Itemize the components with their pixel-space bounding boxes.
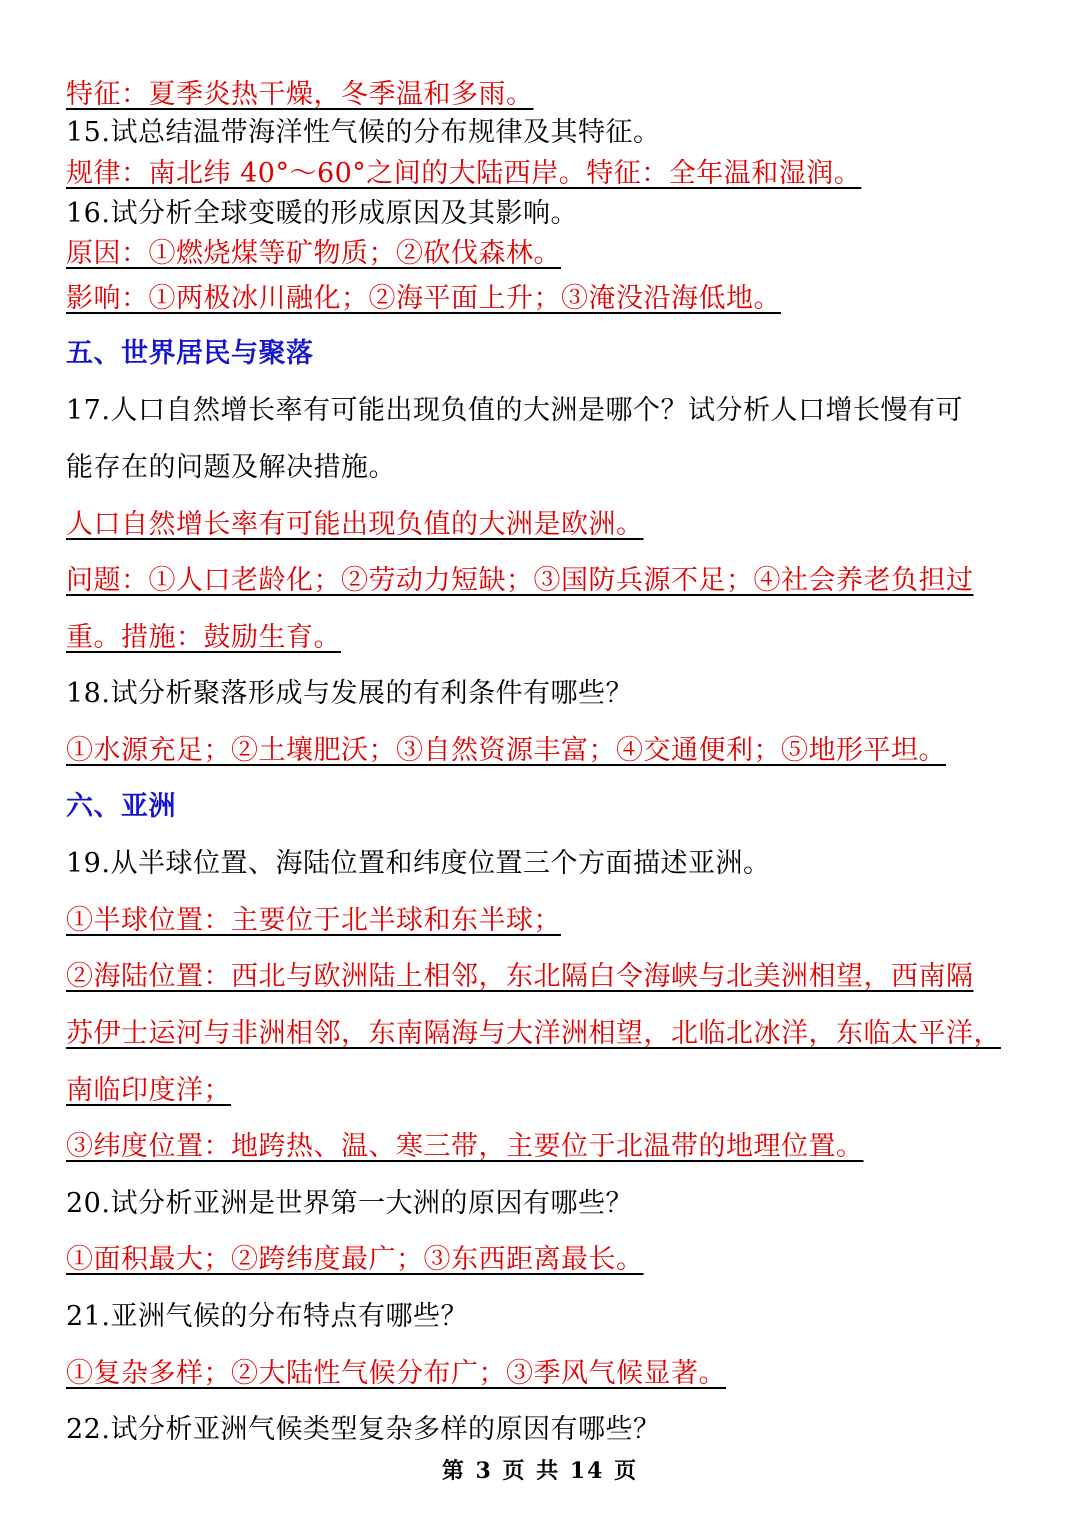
answer-line: 规律：南北纬 40°～60°之间的大陆西岸。特征：全年温和湿润。 [66,158,862,189]
answer-line: 南临印度洋； [66,1075,231,1106]
section-heading: 五、世界居民与聚落 [66,338,314,369]
page-number-footer: 第 3 页 共 14 页 [441,1458,639,1484]
answer-line: 重。措施：鼓励生育。 [66,622,341,653]
answer-line: 苏伊士运河与非洲相邻，东南隔海与大洋洲相望，北临北冰洋，东临太平洋， [66,1018,1001,1049]
question-19: 19.从半球位置、海陆位置和纬度位置三个方面描述亚洲。 [66,848,771,879]
answer-line: ①水源充足；②土壤肥沃；③自然资源丰富；④交通便利；⑤地形平坦。 [66,735,946,766]
answer-line: ②海陆位置：西北与欧洲陆上相邻，东北隔白令海峡与北美洲相望，西南隔 [66,961,974,992]
answer-line: 特征：夏季炎热干燥，冬季温和多雨。 [66,79,534,110]
answer-line: 问题：①人口老龄化；②劳动力短缺；③国防兵源不足；④社会养老负担过 [66,565,974,596]
question-15: 15.试总结温带海洋性气候的分布规律及其特征。 [66,117,661,148]
question-16: 16.试分析全球变暖的形成原因及其影响。 [66,198,578,229]
answer-line: 人口自然增长率有可能出现负值的大洲是欧洲。 [66,509,644,540]
question-20: 20.试分析亚洲是世界第一大洲的原因有哪些？ [66,1188,633,1219]
answer-line: 原因：①燃烧煤等矿物质；②砍伐森林。 [66,238,561,269]
section-heading: 六、亚洲 [66,791,176,822]
answer-line: ①复杂多样；②大陆性气候分布广；③季风气候显著。 [66,1358,726,1389]
answer-line: ①面积最大；②跨纬度最广；③东西距离最长。 [66,1244,644,1275]
answer-line: ①半球位置：主要位于北半球和东半球； [66,905,561,936]
answer-line: ③纬度位置：地跨热、温、寒三带，主要位于北温带的地理位置。 [66,1131,864,1162]
question-21: 21.亚洲气候的分布特点有哪些？ [66,1301,468,1332]
question-17-cont: 能存在的问题及解决措施。 [66,452,396,483]
answer-line: 影响：①两极冰川融化；②海平面上升；③淹没沿海低地。 [66,283,781,314]
question-18: 18.试分析聚落形成与发展的有利条件有哪些？ [66,678,633,709]
question-17: 17.人口自然增长率有可能出现负值的大洲是哪个？试分析人口增长慢有可 [66,395,963,426]
question-22: 22.试分析亚洲气候类型复杂多样的原因有哪些？ [66,1414,661,1445]
